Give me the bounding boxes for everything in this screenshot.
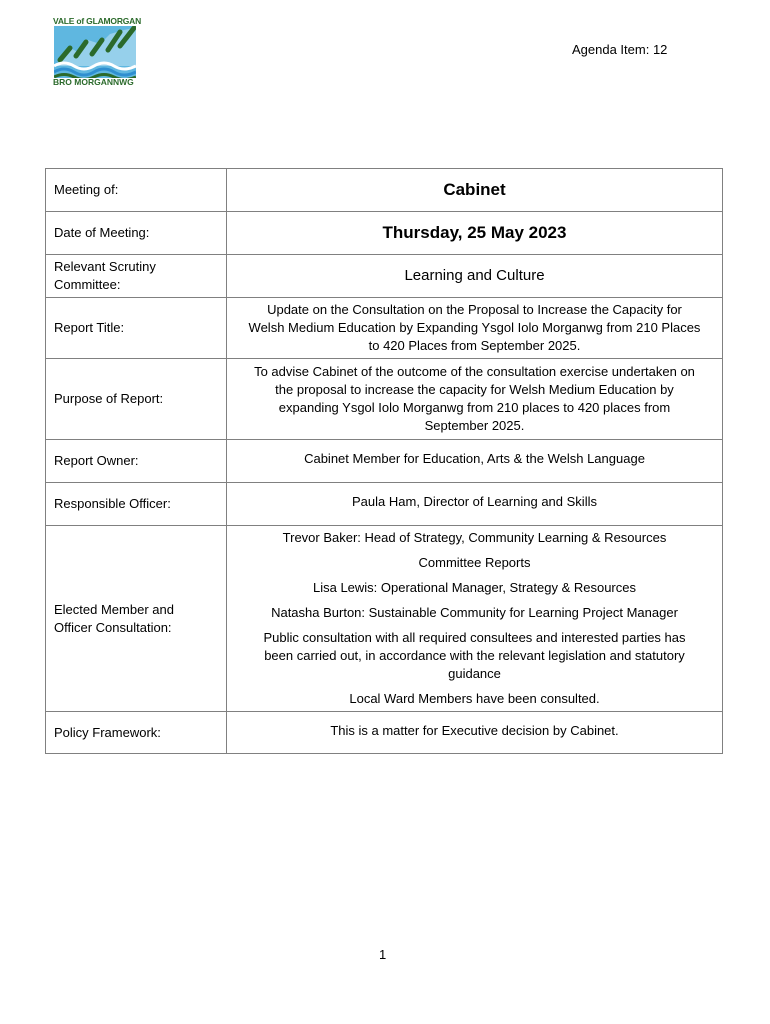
logo-top-text: VALE of GLAMORGAN [53,16,142,26]
purpose-line: expanding Ysgol Iolo Morganwg from 210 places to 420 places from [278,400,671,415]
report-title-value [227,298,723,359]
table-row [46,212,723,255]
scrutiny-label-line: Relevant Scrutiny [54,259,156,274]
purpose-label: Purpose of Report: [46,359,227,440]
cliffs-and-waves-icon [54,26,136,78]
table-row [46,359,723,440]
table-row [46,483,723,526]
report-title-line: Update on the Consultation on the Proposal to Increase the Capacity for [267,302,682,317]
owner-label: Report Owner: [46,440,227,483]
report-title-label: Report Title: [46,298,227,359]
consultee-item: Natasha Burton: Sustainable Community for Learning Project Manager [271,605,678,620]
consultation-label-line: Officer Consultation: [54,619,172,635]
consultee-item: Lisa Lewis: Operational Manager, Strategy & Resources [312,580,636,595]
consultee-item: Public consultation with all required consultees and interested parties has [263,630,686,645]
consultee-item: been carried out, in accordance with the relevant legislation and statutory [264,648,685,663]
page-number: 1 [379,947,387,962]
table-row [46,440,723,483]
purpose-line: the proposal to increase the capacity for Welsh Medium Education by [275,382,674,397]
meeting-of-value: Cabinet [227,169,723,212]
scrutiny-value: Learning and Culture [227,255,723,298]
consultation-value [227,526,723,712]
owner-value: Cabinet Member for Education, Arts & the Welsh Language [227,440,723,483]
officer-value: Paula Ham, Director of Learning and Skills [227,483,723,526]
consultation-label [46,526,227,712]
consultation-label-line: Elected Member and [54,601,174,617]
report-title-line: Welsh Medium Education by Expanding Ysgol Iolo Morganwg from 210 Places [248,320,701,335]
consultee-item: Trevor Baker: Head of Strategy, Community Learning & Resources [282,530,667,545]
consultee-item: guidance [448,666,501,681]
date-label: Date of Meeting: [46,212,227,255]
consultee-item: Committee Reports [418,555,531,570]
council-logo [53,16,142,88]
scrutiny-label-line: Committee: [54,277,121,292]
table-row [46,255,723,298]
logo-bottom-text: BRO MORGANNWG [53,77,134,87]
report-details-table [45,168,723,754]
meeting-of-label: Meeting of: [46,169,227,212]
purpose-line: September 2025. [424,418,525,433]
officer-label: Responsible Officer: [46,483,227,526]
table-row [46,712,723,754]
report-title-line: to 420 Places from September 2025. [368,338,581,353]
table-row [46,526,723,712]
table-row [46,169,723,212]
scrutiny-label [46,255,227,298]
policy-value: This is a matter for Executive decision by Cabinet. [227,712,723,754]
purpose-value [227,359,723,440]
purpose-line: To advise Cabinet of the outcome of the consultation exercise undertaken on [254,364,695,379]
consultee-item: Local Ward Members have been consulted. [349,691,600,706]
date-value: Thursday, 25 May 2023 [227,212,723,255]
agenda-item: Agenda Item: 12 [572,42,668,57]
table-row [46,298,723,359]
policy-label: Policy Framework: [46,712,227,754]
